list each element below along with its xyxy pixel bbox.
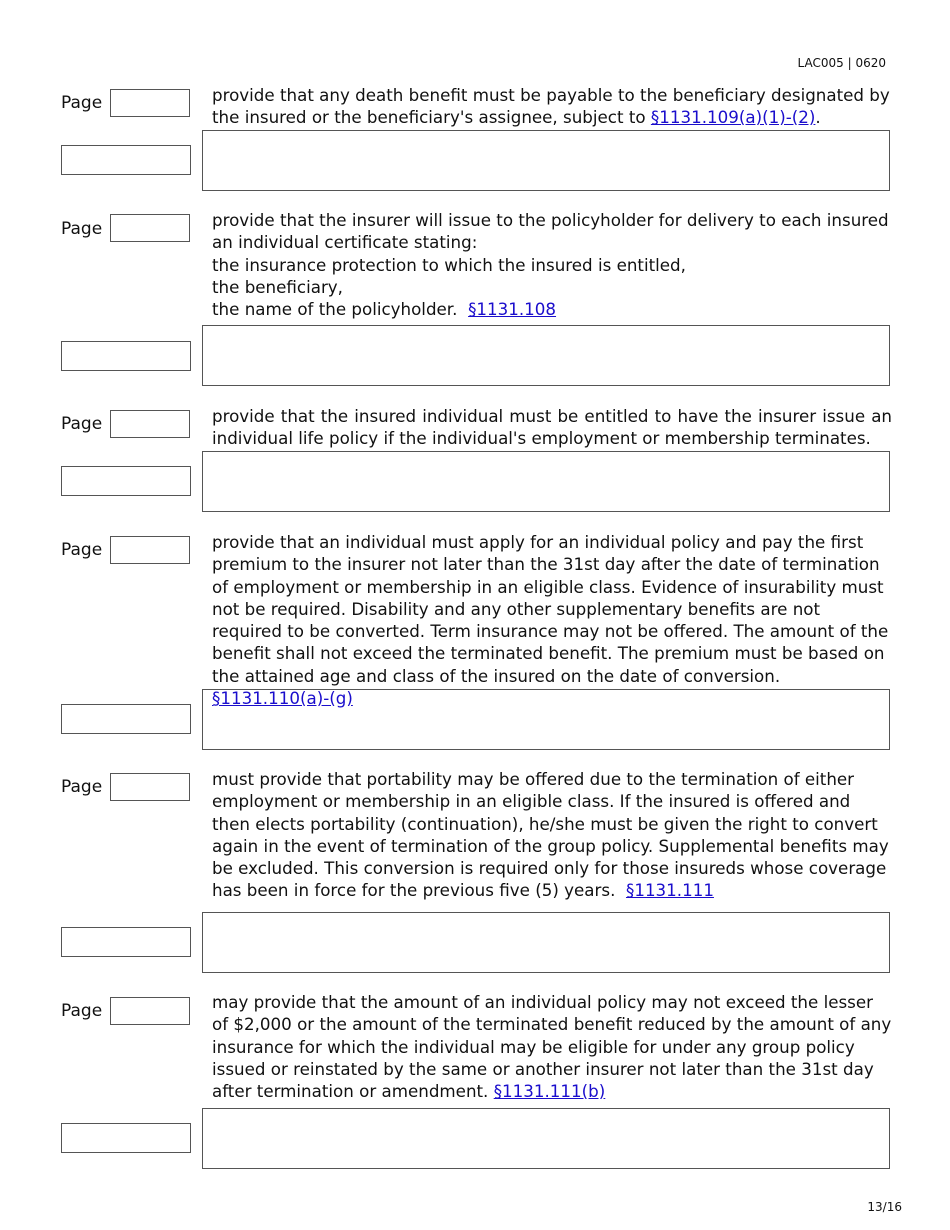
reference-input-1[interactable] [61,145,191,175]
statute-link-1[interactable]: §1131.109(a)(1)-(2) [650,107,816,128]
page-number-input[interactable] [110,997,190,1025]
reference-input-4[interactable] [61,704,191,734]
page-number-input[interactable] [110,89,190,117]
statute-link-4[interactable]: §1131.110(a)-(g) [212,688,353,709]
page-number-input[interactable] [110,410,190,438]
requirement-text-4: provide that an individual must apply for an individual policy and pay the first premium to the insurer not later than the 31st day after the date of termination of employment or membership in an eligible class. Evidence of insurability must not be required. Disability and any other supplementary benefits are not required to be converted. Term insurance may not be offered. The amount of the benefit shall not exceed the terminated benefit. The premium must be based on the attained age and class of the insured on the date of conversion. §1131.110(a)-(g) [212,532,889,709]
response-box-4[interactable] [202,689,890,750]
statute-link-6[interactable]: §1131.111(b) [493,1081,606,1102]
page-label: Page [61,414,103,434]
reference-input-3[interactable] [61,466,191,496]
statute-link-5[interactable]: §1131.111 [625,880,714,901]
page-number-input[interactable] [110,536,190,564]
page-number-input[interactable] [110,214,190,242]
requirement-text-1: provide that any death benefit must be payable to the beneficiary designated by the insured or the beneficiary's assignee, subject to §1131.109(a)(1)-(2). [212,85,890,128]
response-box-1[interactable] [202,130,890,191]
form-id: LAC005 | 0620 [797,56,886,70]
reference-input-6[interactable] [61,1123,191,1153]
reference-input-2[interactable] [61,341,191,371]
requirement-text-5: must provide that portability may be offered due to the termination of either employment or membership in an eligible class. If the insured is offered and then elects portability (continuation), he/she must be given the right to convert again in the event of termination of the group policy. Supplemental benefits may be excluded. This conversion is required only for those insureds whose coverage has been in force for the previous five (5) years. §1131.111 [212,769,889,901]
requirement-text-6: may provide that the amount of an individual policy may not exceed the lesser of $2,000 or the amount of the terminated benefit reduced by the amount of any insurance for which the individual may be eligible for under any group policy issued or reinstated by the same or another insurer not later than the 31st day after termination or amendment. §1131.111(b) [212,992,892,1102]
requirement-text-3: provide that the insured individual must be entitled to have the insurer issue an individual life policy if the individual's employment or membership terminates. [212,406,892,449]
requirement-text-2: provide that the insurer will issue to the policyholder for delivery to each insured an individual certificate stating: the insurance protection to which the insured is entitled, the beneficiary, the name of the policyholder. §1131.108 [212,210,889,320]
response-box-3[interactable] [202,451,890,512]
reference-input-5[interactable] [61,927,191,957]
page-number: 13/16 [867,1200,902,1214]
page-label: Page [61,219,103,239]
page-label: Page [61,777,103,797]
page-label: Page [61,540,103,560]
response-box-5[interactable] [202,912,890,973]
response-box-6[interactable] [202,1108,890,1169]
page-label: Page [61,1001,103,1021]
page-label: Page [61,93,103,113]
page-number-input[interactable] [110,773,190,801]
statute-link-2[interactable]: §1131.108 [468,299,557,320]
response-box-2[interactable] [202,325,890,386]
